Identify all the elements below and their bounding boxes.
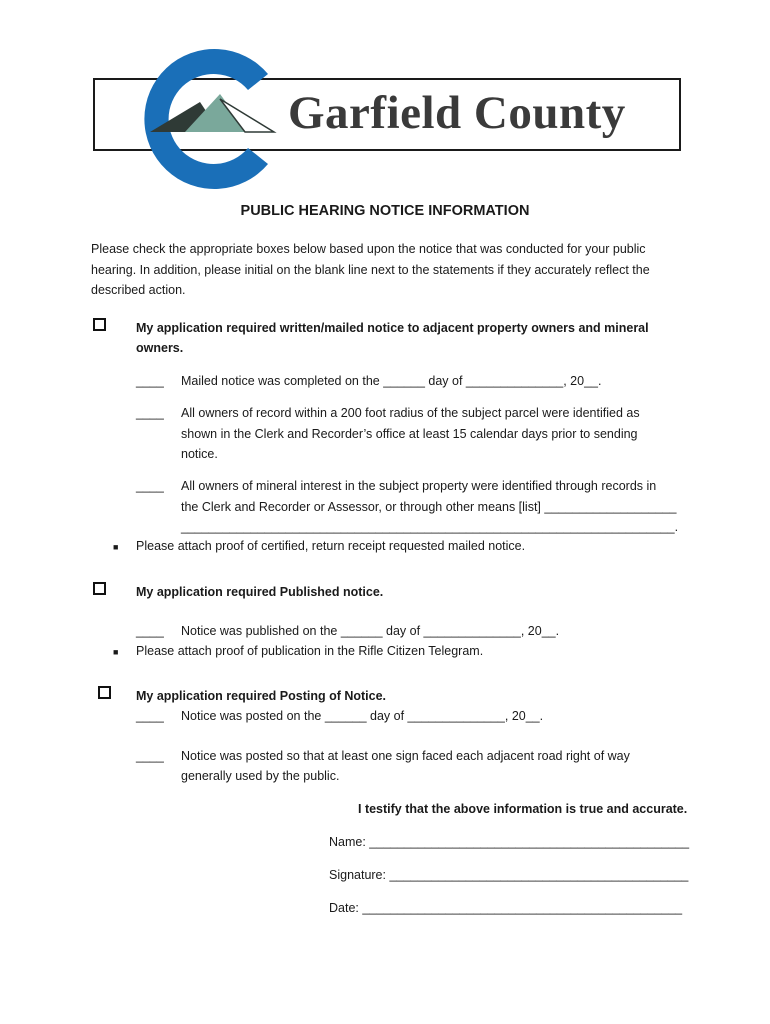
initial-blank[interactable]: ____: [136, 624, 164, 638]
radius-owners-statement-cont: shown in the Clerk and Recorder’s office at least 15 calendar days prior to sending: [181, 427, 638, 441]
radius-owners-statement-end: notice.: [181, 447, 218, 461]
bullet-icon: ■: [113, 542, 119, 552]
mineral-owners-list-line[interactable]: _______________________________________________________________________.: [181, 520, 679, 534]
posted-notice-statement: Notice was posted on the ______ day of ______________, 20__.: [181, 709, 544, 723]
mineral-owners-statement: All owners of mineral interest in the subject property were identified through records in: [181, 479, 657, 493]
sign-facing-statement: Notice was posted so that at least one sign faced each adjacent road right of way: [181, 749, 630, 763]
bullet-icon: ■: [113, 647, 119, 657]
section-3-heading: My application required Posting of Notice.: [136, 689, 387, 703]
initial-blank[interactable]: ____: [136, 749, 164, 763]
section-1-heading: My application required written/mailed notice to adjacent property owners and mineral: [136, 321, 649, 335]
initial-blank[interactable]: ____: [136, 406, 164, 420]
mailed-proof-note: Please attach proof of certified, return receipt requested mailed notice.: [136, 539, 526, 553]
name-field[interactable]: Name: ______________________________________________: [329, 835, 690, 849]
radius-owners-statement: All owners of record within a 200 foot radius of the subject parcel were identified as: [181, 406, 640, 420]
signature-field[interactable]: Signature: ___________________________________________: [329, 868, 689, 882]
published-notice-statement: Notice was published on the ______ day of ______________, 20__.: [181, 624, 560, 638]
written-notice-checkbox[interactable]: [93, 318, 106, 331]
county-logo-icon: [140, 44, 290, 194]
date-field[interactable]: Date: ______________________________________________: [329, 901, 683, 915]
org-name: Garfield County: [288, 87, 626, 139]
published-notice-checkbox[interactable]: [93, 582, 106, 595]
section-1-heading-cont: owners.: [136, 341, 184, 355]
attestation-statement: I testify that the above information is true and accurate.: [358, 802, 688, 816]
mineral-owners-statement-cont: the Clerk and Recorder or Assessor, or through other means [list] ___________________: [181, 500, 677, 514]
mailed-notice-statement: Mailed notice was completed on the ______ day of ______________, 20__.: [181, 374, 602, 388]
sign-facing-statement-cont: generally used by the public.: [181, 769, 340, 783]
publication-proof-note: Please attach proof of publication in the Rifle Citizen Telegram.: [136, 644, 484, 658]
initial-blank[interactable]: ____: [136, 709, 164, 723]
page-title: PUBLIC HEARING NOTICE INFORMATION: [240, 203, 530, 219]
section-2-heading: My application required Published notice.: [136, 585, 384, 599]
posting-notice-checkbox[interactable]: [98, 686, 111, 699]
intro-paragraph: Please check the appropriate boxes below based upon the notice that was conducted for your public hearing. In addition, please initial on the blank line next to the statements if they accurately reflect the described action.: [91, 242, 650, 297]
initial-blank[interactable]: ____: [136, 374, 164, 388]
initial-blank[interactable]: ____: [136, 479, 164, 493]
